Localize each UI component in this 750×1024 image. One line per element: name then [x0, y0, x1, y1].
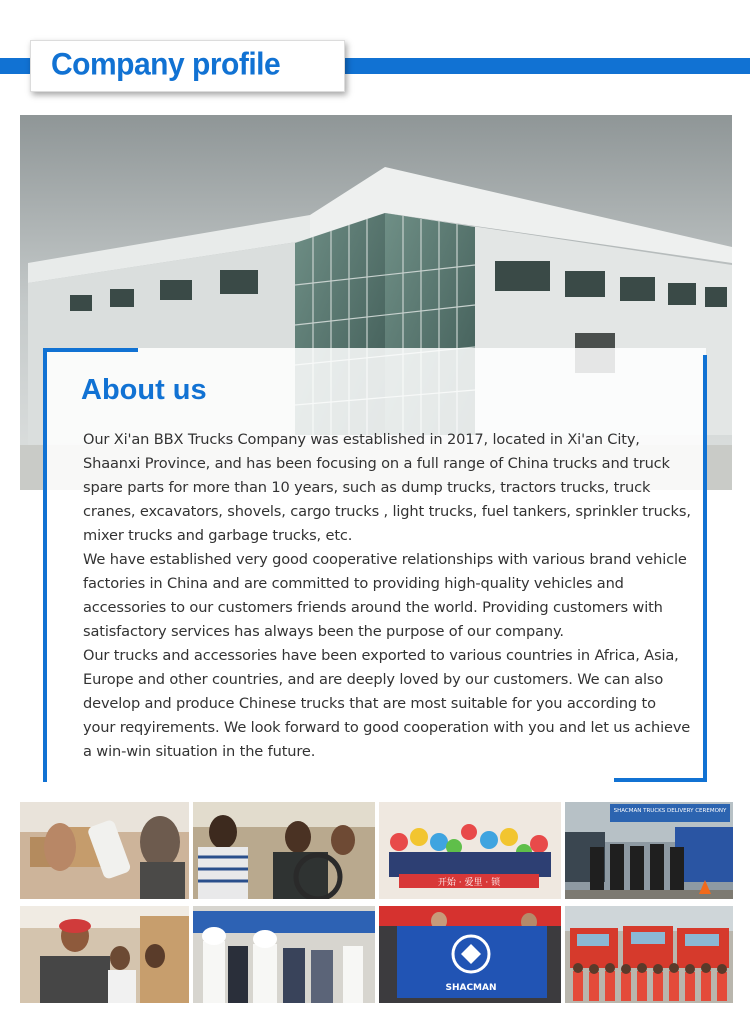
card-border-top	[43, 348, 138, 352]
card-border-right	[703, 355, 707, 782]
photo-parts-warehouse	[20, 906, 189, 1003]
header-title-box	[30, 40, 345, 92]
about-us-body	[83, 428, 691, 764]
about-paragraph-2: We have established very good cooperative relationships with various brand vehicle factories in China and are committed to providing high-quality vehicles and accessories to our customers friends around the world. Providing customers with satisfactory services has always been the purpose of our company.	[83, 551, 687, 640]
page-title: Company profile	[51, 47, 281, 82]
about-paragraph-3: Our trucks and accessories have been exported to various countries in Africa, Asia, Europe and other countries, and are deeply loved by our customers. We can also develop and produce Chinese trucks that are most suitable for you according to your reqyirements. We look forward to good cooperation with you and let us achieve a win-win situation in the future.	[83, 647, 691, 760]
photo-delivery-ceremony	[565, 802, 733, 899]
photo-warehouse-filter	[20, 802, 189, 899]
card-border-bottom	[614, 778, 707, 782]
group-banner-text: 开始 · 爱里 · 锁	[437, 878, 501, 888]
photo-middle-east-visit	[193, 906, 375, 1003]
delivery-banner-text: SHACMAN TRUCKS DELIVERY CEREMONY	[613, 808, 727, 814]
photo-shacman-flag	[379, 906, 561, 1003]
photo-dump-trucks-group	[565, 906, 733, 1003]
about-paragraph-1: Our Xi'an BBX Trucks Company was established in 2017, located in Xi'an City, Shaanxi Province, and has been focusing on a full range of China trucks and truck spare parts for more than 10 years, such as dump trucks, tractors trucks, truck cranes, excavators, shovels, cargo trucks , light trucks, fuel tankers, sprinkler trucks, mixer trucks and garbage trucks, etc.	[83, 431, 691, 544]
card-border-left	[43, 348, 47, 782]
about-us-heading: About us	[81, 374, 207, 406]
shacman-flag-text: SHACMAN	[445, 983, 497, 993]
photo-team-celebration	[379, 802, 561, 899]
photo-cab-inspection	[193, 802, 375, 899]
